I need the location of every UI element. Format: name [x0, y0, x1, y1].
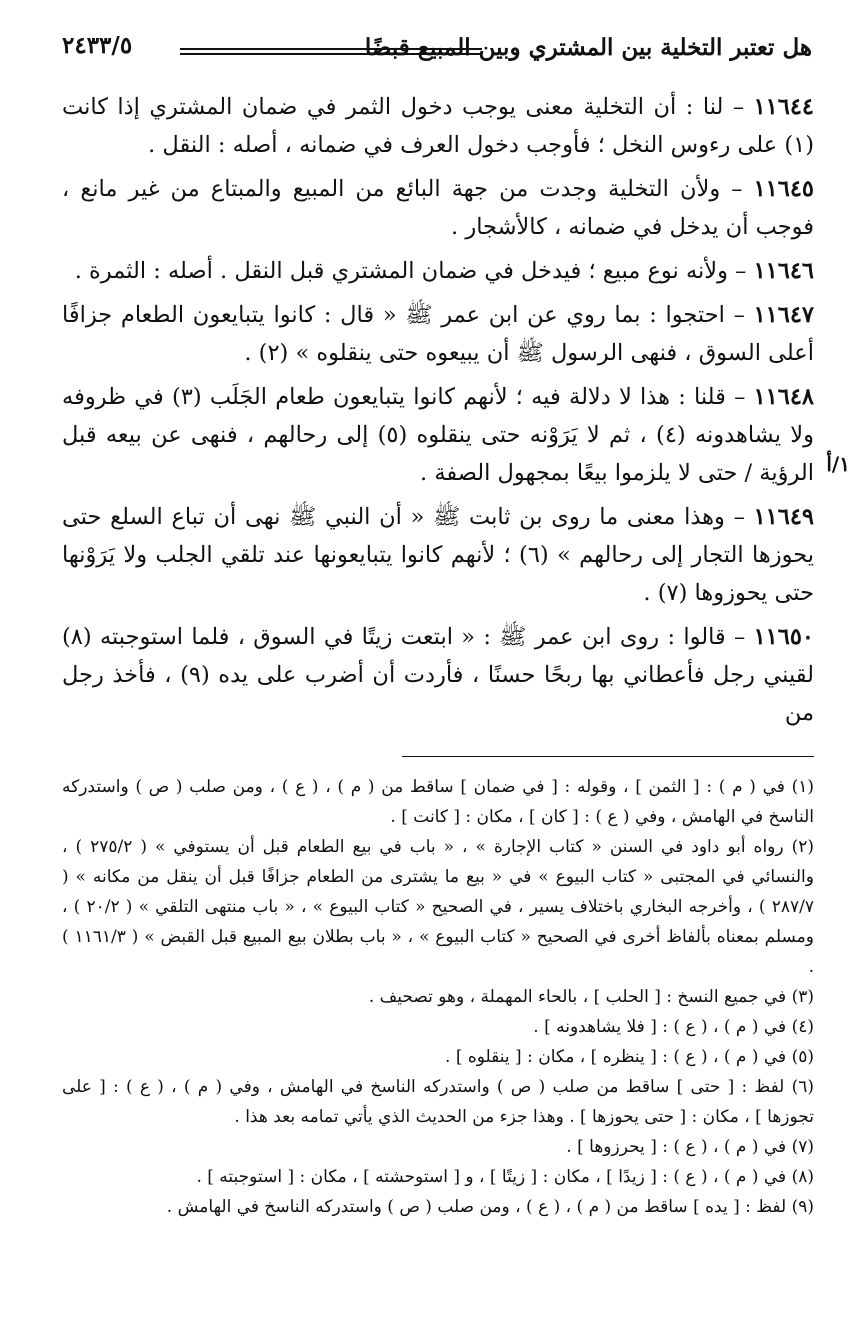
footnote-2: (٢) رواه أبو داود في السنن « كتاب الإجارة » ، « باب في بيع الطعام قبل أن يستوفي » ( ٢٧٥/٢ ) ، والنسائي في المجتبى « كتاب البيوع » في « بيع ما يشترى من الطعام جزافًا قبل أن ينقل من مكانه » ( ٢٨٧/٧ ) ، وأخرجه البخاري باختلاف يسير ، في الصحيح « كتاب البيوع » ، « باب منتهى التلقي » ( ٢٠/٢ ) ، ومسلم بمعناه بألفاظ أخرى في الصحيح « كتاب البيوع » ، « باب بطلان بيع المبيع قبل القبض » ( ١١٦١/٣ ) .	[62, 837, 815, 977]
paragraph-11649	[62, 498, 814, 612]
paragraph-number: ١١٦٤٨	[753, 384, 814, 410]
paragraph-number: ١١٦٤٤	[753, 94, 814, 120]
main-text	[62, 88, 814, 738]
footnote-9: (٩) لفظ : [ يده ] ساقط من ( م ) ، ( ع ) ، ومن صلب ( ص ) واستدركه الناسخ في الهامش .	[166, 1197, 814, 1217]
footnote-3: (٣) في جميع النسخ : [ الحلب ] ، بالحاء المهملة ، وهو تصحيف .	[368, 987, 814, 1007]
paragraph-11645	[62, 170, 814, 246]
footnote-7: (٧) في ( م ) ، ( ع ) : [ يحرزوها ] .	[566, 1137, 814, 1157]
running-title: هل تعتبر التخلية بين المشتري وبين المبيع قبضًا	[364, 34, 812, 61]
paragraph-text: – قالوا : روى ابن عمر ﷺ : « ابتعت زيتًا في السوق ، فلما استوجبته (٨) لقيني رجل فأعطاني بها ربحًا حسنًا ، فأردت أن أضرب على يده (٩) ، فأخذ رجل من	[62, 624, 814, 726]
paragraph-text: – لنا : أن التخلية معنى يوجب دخول الثمر في ضمان المشتري إذا كانت (١) على رءوس النخل ؛ فأوجب دخول العرف في ضمانه ، أصله : النقل .	[62, 94, 814, 158]
page-header	[62, 28, 812, 68]
paragraph-text: – ولأن التخلية وجدت من جهة البائع من المبيع والمبتاع من غير مانع ، فوجب أن يدخل في ضمانه ، كالأشجار .	[62, 176, 814, 240]
paragraph-11646	[62, 252, 814, 290]
page-number: ٢٤٣٣/٥	[62, 32, 133, 59]
header-double-rule	[180, 48, 482, 55]
paragraph-number: ١١٦٤٦	[753, 258, 814, 284]
paragraph-text: – احتجوا : بما روي عن ابن عمر ﷺ « قال : كانوا يتبايعون الطعام جزافًا أعلى السوق ، فنهى الرسول ﷺ أن يبيعوه حتى ينقلوه » (٢) .	[62, 302, 814, 366]
footnote-5: (٥) في ( م ) ، ( ع ) : [ ينظره ] ، مكان : [ ينقلوه ] .	[445, 1047, 814, 1067]
footnote-divider	[402, 756, 814, 757]
paragraph-text: – ولأنه نوع مبيع ؛ فيدخل في ضمان المشتري قبل النقل . أصله : الثمرة .	[74, 258, 754, 284]
manuscript-folio-marker: ١/أ	[826, 452, 850, 476]
paragraph-11650	[62, 618, 814, 732]
paragraph-text: – وهذا معنى ما روى بن ثابت ﷺ « أن النبي ﷺ نهى أن تباع السلع حتى يحوزها التجار إلى رحالهم » (٦) ؛ لأنهم كانوا يتبايعونها عند تلقي الجلب ولا يَرَوْنها حتى يحوزوها (٧) .	[62, 504, 814, 606]
footnote-4: (٤) في ( م ) ، ( ع ) : [ فلا يشاهدونه ] .	[533, 1017, 814, 1037]
paragraph-number: ١١٦٤٥	[753, 176, 814, 202]
paragraph-text: – قلنا : هذا لا دلالة فيه ؛ لأنهم كانوا يتبايعون طعام الجَلَب (٣) في ظروفه ولا يشاهدونه (٤) ، ثم لا يَرَوْنه حتى ينقلوه (٥) إلى رحالهم ، فنهى عن بيعه قبل الرؤية / حتى لا يلزموا بيعًا بمجهول الصفة .	[62, 384, 814, 486]
paragraph-11647	[62, 296, 814, 372]
footnote-1: (١) في ( م ) : [ الثمن ] ، وقوله : [ في ضمان ] ساقط من ( م ) ، ( ع ) ، ومن صلب ( ص ) واستدركه الناسخ في الهامش ، وفي ( ع ) : [ كان ] ، مكان : [ كانت ] .	[62, 777, 814, 827]
footnote-6: (٦) لفظ : [ حتى ] ساقط من صلب ( ص ) واستدركه الناسخ في الهامش ، وفي ( م ) ، ( ع ) : [ على تجوزها ] ، مكان : [ حتى يحوزها ] . وهذا جزء من الحديث الذي يأتي تمامه بعد هذا .	[62, 1077, 814, 1127]
paragraph-number: ١١٦٤٧	[753, 302, 814, 328]
paragraph-number: ١١٦٤٩	[753, 504, 814, 530]
paragraph-11648	[62, 378, 814, 492]
footnotes	[62, 772, 814, 1222]
paragraph-11644	[62, 88, 814, 164]
paragraph-number: ١١٦٥٠	[753, 624, 814, 650]
footnote-8: (٨) في ( م ) ، ( ع ) : [ زيدًا ] ، مكان : [ زيتًا ] ، و [ استوحشته ] ، مكان : [ استوجبته ] .	[196, 1167, 814, 1187]
